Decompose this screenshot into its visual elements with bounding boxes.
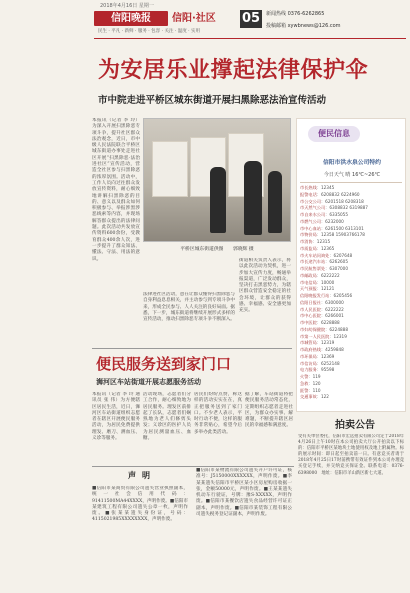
directory-phone: 12358 15903766178 <box>320 232 365 238</box>
directory-separator: ： <box>320 306 326 312</box>
directory-phone: 12369 <box>320 353 335 359</box>
article2-subheadline: 浉河区车站街道开展志愿服务活动 <box>96 378 201 386</box>
directory-separator: ： <box>325 212 330 217</box>
statement-column-2: ■信阳市某物流有限公司遗失开户许可证，核准号：J5150000XXXXXX，声明作废。■李某某遗失信阳市平桥区某小区房屋购房收据一张，金额50000元，声明作废。■王某某遗失机动车行驶证，号牌：豫S·XXXXX，声明作废。■信阳市某餐饮店遗失食品经营许可证正副本，声明作废。■信阳市某装饰工程有限公司遗失税务登记证副本，声明作废。 <box>196 468 292 518</box>
exhibit-board <box>152 141 188 197</box>
directory-item <box>300 239 404 246</box>
directory-label: 市环保局 <box>300 353 317 359</box>
directory-phone: 6252148 <box>320 360 340 366</box>
directory-phone: 122 <box>320 394 329 400</box>
directory-label: 市信访局 <box>300 360 317 366</box>
directory-item <box>300 347 404 354</box>
directory-phone: 6261500 6313101 <box>325 225 364 231</box>
directory-phone: 6208832 6224960 <box>320 191 360 197</box>
directory-separator: ： <box>329 333 334 339</box>
directory-item <box>300 226 404 233</box>
directory-item <box>300 293 404 300</box>
directory-separator: ： <box>316 245 321 251</box>
directory-item <box>300 320 404 327</box>
directory-item <box>300 334 404 341</box>
directory-item <box>300 192 404 199</box>
directory-phone: 6308832 6319887 <box>329 205 368 211</box>
person-figure <box>268 171 282 233</box>
main-photo <box>143 118 291 242</box>
directory-label: 市公交公司 <box>300 198 321 204</box>
directory-item <box>300 381 404 388</box>
directory-separator: ： <box>320 299 326 305</box>
header-tags: 民生 · 平凡 · 新鲜 · 服务 · 包容 · 关注 · 温度 · 实用 <box>98 29 201 34</box>
directory-label: 市中心医院 <box>300 313 321 319</box>
article-divider <box>92 348 292 349</box>
directory-separator: ： <box>316 286 321 292</box>
directory-label: 匪警 <box>300 387 309 393</box>
directory-separator: ： <box>316 360 321 366</box>
directory-separator: ： <box>320 198 326 204</box>
photo-caption: 平桥区城东街道供图 郭晓辉 摄 <box>180 247 254 252</box>
directory-item <box>300 219 404 226</box>
directory-phone: 6207648 <box>333 252 353 258</box>
weather-info: 今日天气 晴 16℃~26℃ <box>323 172 381 178</box>
directory-label: 市第一人民医院 <box>300 333 330 339</box>
directory-label: 市政府热线 <box>300 347 321 352</box>
directory-phone: 12345 <box>320 185 335 190</box>
directory-label: 市中医院 <box>300 320 317 325</box>
directory-separator: ： <box>308 374 313 379</box>
directory-phone: 6335055 <box>329 212 348 217</box>
directory-item <box>300 205 404 212</box>
directory-label: 市中心血站 <box>300 225 321 231</box>
directory-phone: 12319 <box>333 333 347 339</box>
directory-item <box>300 212 404 219</box>
phone-directory <box>300 185 404 409</box>
main-subheadline: 市中院走进平桥区城东街道开展扫黑除恶法治宣传活动 <box>98 95 327 106</box>
directory-phone: 6232000 <box>325 218 344 224</box>
directory-phone: 6205456 <box>333 293 353 298</box>
page-number: 05 <box>241 11 261 26</box>
directory-label: 市消协 <box>300 239 313 244</box>
directory-separator: ： <box>308 387 313 393</box>
directory-item <box>300 361 404 368</box>
directory-separator: ： <box>316 191 321 197</box>
directory-item <box>300 394 404 401</box>
directory-label: 市天然气公司 <box>300 205 326 211</box>
directory-separator: ： <box>320 225 326 231</box>
directory-separator: ： <box>316 279 321 285</box>
directory-item <box>300 266 404 273</box>
directory-phone: 6222222 <box>325 306 344 312</box>
person-figure <box>210 167 226 233</box>
directory-label: 市自来水公司 <box>300 212 326 217</box>
directory-label: 市人民医院 <box>300 306 321 312</box>
directory-separator: ： <box>325 266 330 271</box>
directory-separator: ： <box>325 205 330 211</box>
directory-item <box>300 374 404 381</box>
directory-item <box>300 199 404 206</box>
directory-item <box>300 246 404 253</box>
directory-separator: ： <box>325 326 330 332</box>
news-hotline: 新闻热线 0376-6262865 <box>266 11 325 17</box>
directory-item <box>300 273 404 280</box>
directory-label: 市民航售票处 <box>300 266 326 271</box>
directory-phone: 6307000 <box>329 266 348 271</box>
directory-item <box>300 253 404 260</box>
directory-phone: 6224888 <box>329 326 348 332</box>
article2-headline: 便民服务送到家门口 <box>96 355 232 373</box>
main-article-column-2: 法律进社区活动，意在让群众懂得扫黑除恶与自身利益息息相关，并主动参与到专项斗争中来，形成全民参与、人人关注的良好局面。据悉，下一步，城东街道将继续开展形式多样的宣传活动，推动扫黑除恶专项斗争不断深入。 <box>143 292 235 323</box>
directory-separator: ： <box>320 313 326 319</box>
directory-label: 电力服务 <box>300 367 317 373</box>
directory-item <box>300 286 404 293</box>
directory-separator: ： <box>325 259 330 265</box>
directory-phone: 6201518 6208318 <box>325 198 364 204</box>
directory-phone: 6266001 <box>325 313 344 319</box>
directory-phone: 6228888 <box>320 320 340 325</box>
directory-item <box>300 259 404 266</box>
directory-label: 信阳日报社 <box>300 299 321 305</box>
statement-column-1: ■信阳市某商贸有限公司遗失营业执照副本，统一社会信用代码：91411500MA44XXXX，声明作废。■信阳市某建筑工程有限公司遗失公章一枚，声明作废。■张某某遗失身份证，号码：4115021985XXXXXXXX，声明作废。 <box>92 486 188 523</box>
directory-phone: 12121 <box>320 286 335 292</box>
directory-phone: 6222222 <box>320 272 340 278</box>
directory-separator: ： <box>316 232 321 238</box>
directory-separator: ： <box>329 293 334 298</box>
directory-label: 市燃气公司 <box>300 218 321 224</box>
directory-phone: 4259848 <box>325 347 344 352</box>
directory-phone: 6262605 <box>329 259 348 265</box>
masthead-logo: 信阳晚报 <box>94 11 168 26</box>
directory-separator: ： <box>329 252 334 258</box>
directory-label: 信阳晚报发行站 <box>300 293 330 298</box>
main-article-column-1: 本报讯（记者 李 玲）为深入开展扫黑除恶专项斗争，提升社区群众法治观念，近日，市中级人民法院联合平桥区城东街道办事处走进社区开展“扫黑除恶·法治进社区”宣传活动，营造全社区参与扫黑除恶的浓厚氛围。活动中，工作人员向过往群众发放宣传资料，耐心细致地讲解扫黑除恶的目的、意义以及群众如何积极参与、举报涉黑涉恶线索等内容，并现场解答群众提出的法律问题。此次活动共发放宣传资料600余份，受教育群众400余人次，进一步提升了群众知法、懂法、守法、用法的意识。 <box>92 118 140 262</box>
sidebar-divider <box>300 182 402 183</box>
directory-item <box>300 340 404 347</box>
directory-phone: 6300000 <box>325 299 344 305</box>
directory-separator: ： <box>316 185 321 190</box>
directory-item <box>300 307 404 314</box>
directory-label: 火警 <box>300 374 309 379</box>
auction-title: 拍卖公告 <box>335 420 375 431</box>
statement-title: 声明 <box>128 471 156 480</box>
directory-label: 市物价局 <box>300 232 317 238</box>
directory-item <box>300 280 404 287</box>
directory-item <box>300 388 404 395</box>
directory-phone: 120 <box>312 380 321 386</box>
directory-phone: 10000 <box>320 279 335 285</box>
directory-separator: ： <box>316 367 321 373</box>
directory-label: 市长热线 <box>300 185 317 190</box>
article2-column-1: 本报讯（记者 李 玲 通讯员 张 伟）为方便辖区居民生活，近日，浉河区车站街道组织志愿者在辖区开展便民服务活动，为居民免费提供理发、磨刀、测血压、义诊等服务。 <box>92 392 140 442</box>
directory-separator: ： <box>316 340 321 346</box>
directory-separator: ： <box>316 272 321 278</box>
directory-phone: 119 <box>312 374 321 379</box>
directory-separator: ： <box>312 239 317 244</box>
directory-label: 市邮政局 <box>300 272 317 278</box>
main-article-column-3: 街道相关负责人表示，将以此次活动为契机，进一步加大宣传力度，畅通举报渠道，广泛发动群众，坚决打击黑恶势力，为辖区群众营造安全稳定的社会环境，让群众的获得感、幸福感、安全感更加充实。 <box>239 258 291 314</box>
directory-phone: 12365 <box>320 245 335 251</box>
directory-item <box>300 327 404 334</box>
directory-label: 市妇幼保健院 <box>300 326 326 332</box>
article2-column-3: 居民们纷纷点赞，称这样的活动实实在在，真正把服务送到了家门口。不少老人表示，平时行动不便，这样的服务非常贴心，希望今后多举办此类活动。 <box>194 392 242 435</box>
article2-column-2: 活动现场，志愿者们分工合作，耐心细致地为居民服务。理发区前排起了长队，志愿者们娴熟地为老人们修剪头发；义诊区的医护人员为居民测量血压、血糖。 <box>143 392 191 442</box>
directory-label: 市城管局 <box>300 340 317 346</box>
submission-email: 投稿邮箱 xywbnews@126.com <box>266 23 341 29</box>
directory-item <box>300 185 404 192</box>
directory-item <box>300 300 404 307</box>
header-divider <box>94 38 406 39</box>
section-title: 信阳·社区 <box>172 13 216 24</box>
directory-label: 市电信局 <box>300 279 317 285</box>
directory-phone: 12315 <box>316 239 331 244</box>
article2-column-4: 据了解，车站街道将把便民服务活动常态化，定期组织志愿者走进社区，为群众办实事、解难题，不断提升辖区居民的幸福感和满意度。 <box>245 392 293 429</box>
auction-notice: 受有关单位委托，信阳市宏远拍卖有限公司定于2018年4月26日上午10时在本公司拍卖大厅公开拍卖以下标的：信阳市平桥区某地块土地使用权及地上附属物。标的展示时间：即日起至拍卖前一日。有意竞买者请于2018年4月25日17时前携带有效证件到本公司办理竞买登记手续，并交纳竞买保证金。联系电话：0376-6398000 地址：信阳市羊山新区新七大道。 <box>298 434 404 476</box>
directory-separator: ： <box>320 218 326 224</box>
directory-label: 天气预报 <box>300 286 317 292</box>
person-figure <box>244 161 262 235</box>
main-headline: 为安居乐业撑起法律保护伞 <box>98 57 369 83</box>
directory-label: 市火车站问询处 <box>300 252 330 258</box>
sidebar-logo: 便民信息 <box>308 126 360 142</box>
directory-label: 报警电话 <box>300 191 317 197</box>
directory-label: 市长途汽车站 <box>300 259 326 265</box>
directory-separator: ： <box>308 380 313 386</box>
directory-phone: 110 <box>312 387 321 393</box>
directory-phone: 12319 <box>320 340 335 346</box>
directory-separator: ： <box>320 347 326 352</box>
directory-separator: ： <box>316 320 321 325</box>
directory-item <box>300 313 404 320</box>
header-date: 2018年4月16日 星期一 <box>100 3 154 9</box>
directory-label: 市质监局 <box>300 245 317 251</box>
directory-label: 交通事故 <box>300 394 317 400</box>
directory-phone: 95598 <box>320 367 335 373</box>
directory-label: 急救 <box>300 380 309 386</box>
directory-item <box>300 232 404 239</box>
directory-separator: ： <box>316 394 321 400</box>
directory-separator: ： <box>316 353 321 359</box>
sidebar-sponsor: 信阳市洪水泉公司特约 <box>323 160 381 166</box>
directory-item <box>300 367 404 374</box>
directory-item <box>300 354 404 361</box>
